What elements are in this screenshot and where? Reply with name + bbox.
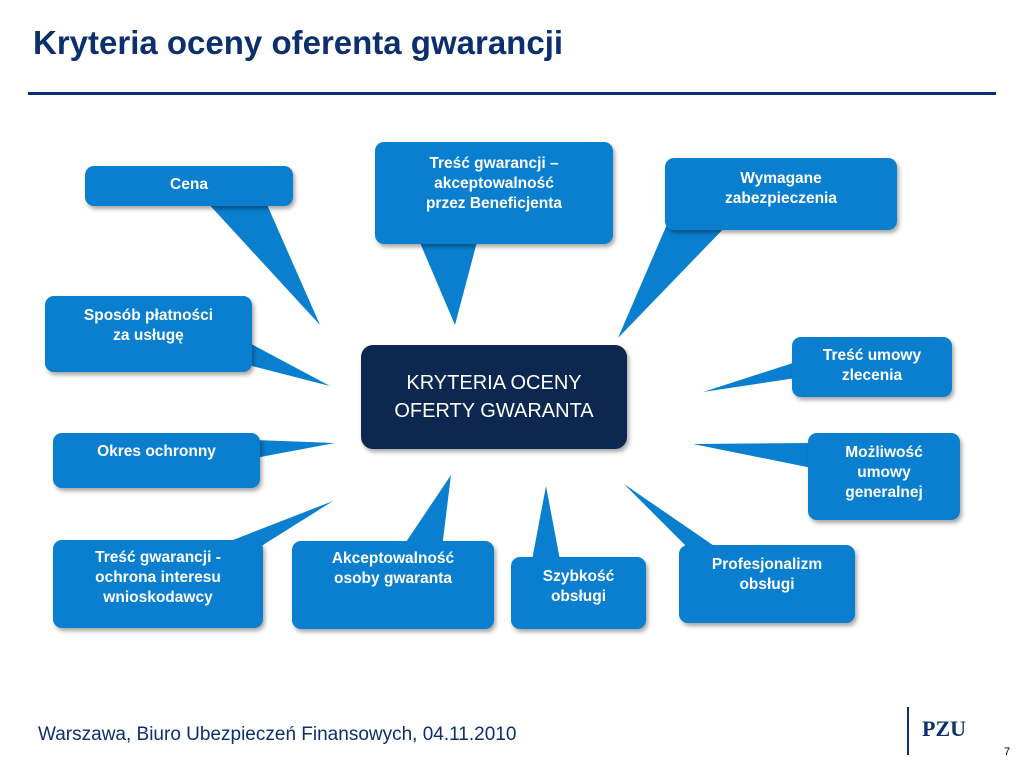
criterion-tresc-gwarancji-beneficjent bbox=[375, 142, 613, 244]
tail-profesjonalizm-obslugi bbox=[624, 484, 720, 550]
pzu-logo: PZU bbox=[922, 716, 966, 741]
criterion-label: Treść umowy zlecenia bbox=[822, 347, 922, 384]
criterion-label: Treść gwarancji - ochrona interesu wnioskodawcy bbox=[95, 549, 221, 606]
tail-tresc-gwarancji-beneficjent bbox=[418, 238, 478, 325]
criterion-akceptowalnosc-gwaranta bbox=[292, 541, 494, 629]
criterion-label: Treść gwarancji – akceptowalność przez Beneficjenta bbox=[425, 155, 563, 212]
criterion-wymagane-zabezpieczenia bbox=[665, 158, 897, 230]
footer-text: Warszawa, Biuro Ubezpieczeń Finansowych, 04.11.2010 bbox=[38, 724, 517, 745]
criterion-label: Sposób płatności za usługę bbox=[83, 307, 214, 344]
criterion-cena bbox=[85, 166, 293, 206]
criterion-label: Cena bbox=[170, 176, 208, 193]
criterion-label: Wymagane zabezpieczenia bbox=[725, 170, 837, 207]
criterion-label: Możliwość umowy generalnej bbox=[845, 444, 923, 501]
criterion-tresc-umowy-zlecenia bbox=[792, 337, 952, 397]
tail-tresc-umowy-zlecenia bbox=[703, 362, 796, 392]
tail-mozliwosc-umowy-generalnej bbox=[693, 443, 812, 468]
criterion-profesjonalizm-obslugi bbox=[679, 545, 855, 623]
criterion-szybkosc-obslugi bbox=[511, 557, 646, 629]
tail-szybkosc-obslugi bbox=[532, 486, 560, 560]
central-node bbox=[361, 345, 627, 449]
tail-wymagane-zabezpieczenia bbox=[618, 222, 730, 338]
criterion-tresc-gwarancji-wnioskodawca bbox=[53, 540, 263, 628]
criterion-label: Profesjonalizm obsługi bbox=[711, 556, 823, 593]
criterion-label: Okres ochronny bbox=[97, 443, 216, 460]
criterion-okres-ochronny bbox=[53, 433, 260, 488]
page-number: 7 bbox=[1004, 746, 1011, 758]
central-node-label: KRYTERIA OCENY OFERTY GWARANTA bbox=[394, 372, 594, 422]
page-title: Kryteria oceny oferenta gwarancji bbox=[33, 24, 564, 61]
tail-okres-ochronny bbox=[255, 440, 335, 458]
criterion-sposob-platnosci bbox=[45, 296, 252, 372]
criterion-label: Akceptowalność osoby gwaranta bbox=[331, 550, 455, 587]
logo-divider bbox=[907, 707, 909, 755]
criterion-mozliwosc-umowy-generalnej bbox=[808, 433, 960, 520]
tail-sposob-platnosci bbox=[240, 338, 330, 386]
criterion-label: Szybkość obsługi bbox=[542, 568, 615, 605]
tail-akceptowalnosc-gwaranta bbox=[402, 475, 451, 548]
